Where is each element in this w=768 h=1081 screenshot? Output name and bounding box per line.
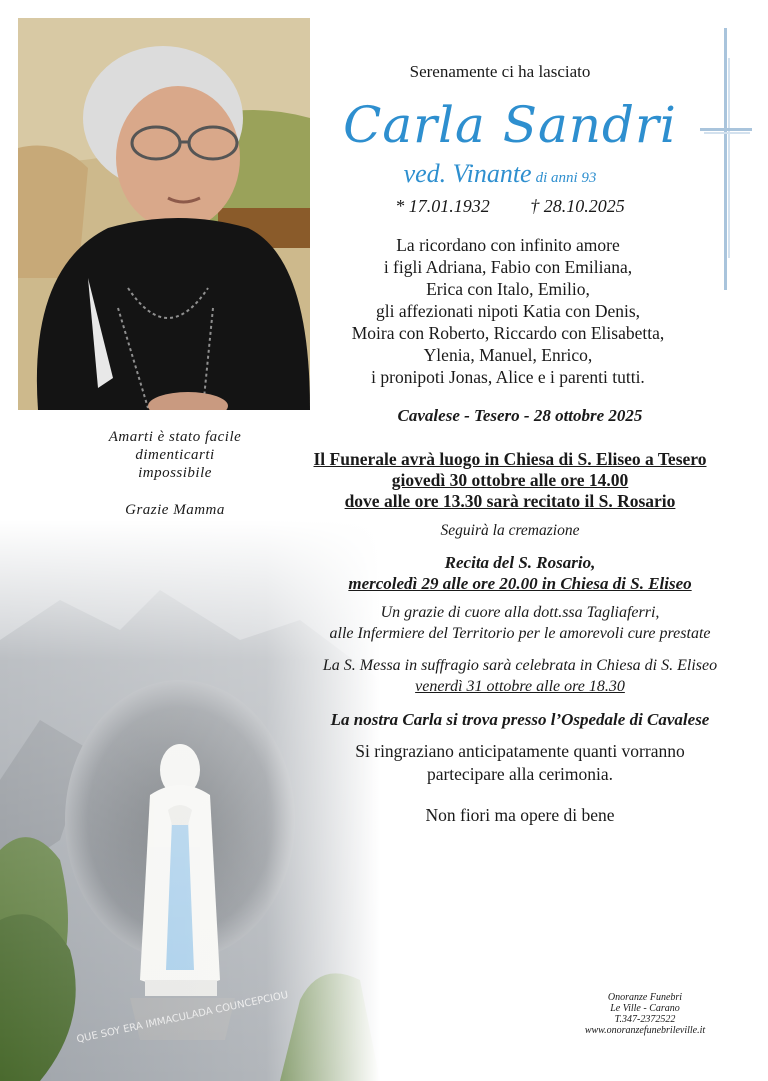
family-line: i pronipoti Jonas, Alice e i parenti tutti. bbox=[371, 367, 645, 387]
hospital-note: La nostra Carla si trova presso l’Ospedale di Cavalese bbox=[330, 710, 710, 729]
rosary-info bbox=[300, 552, 740, 594]
death-date: † 28.10.2025 bbox=[530, 196, 625, 216]
agency-line: Onoranze Funebri bbox=[607, 992, 683, 1003]
widow-of: ved. Vinante bbox=[403, 159, 532, 188]
no-flowers-note: Non fiori ma opere di bene bbox=[425, 805, 615, 825]
thanks-line: partecipare alla cerimonia. bbox=[426, 764, 614, 784]
family-line: Moira con Roberto, Riccardo con Elisabetta, bbox=[351, 323, 665, 343]
deceased-name: Carla Sandri bbox=[343, 96, 677, 154]
acknowledgement-line: Un grazie di cuore alla dott.ssa Tagliaferri, bbox=[380, 604, 660, 621]
funeral-line: dove alle ore 13.30 sarà recitato il S. Rosario bbox=[344, 491, 676, 511]
mass-info bbox=[290, 655, 750, 697]
acknowledgement-line: alle Infermiere del Territorio per le amorevoli cure prestate bbox=[329, 625, 711, 642]
thanks-note bbox=[290, 740, 750, 786]
widow-line bbox=[330, 159, 670, 189]
rosary-title: Recita del S. Rosario, bbox=[444, 553, 596, 572]
family-line: Ylenia, Manuel, Enrico, bbox=[423, 345, 593, 365]
cremation-note: Seguirà la cremazione bbox=[440, 522, 580, 539]
family-line: i figli Adriana, Fabio con Emiliana, bbox=[383, 257, 633, 277]
funeral-agency bbox=[540, 992, 750, 1036]
birth-date: * 17.01.1932 bbox=[395, 196, 490, 216]
agency-website[interactable]: www.onoranzefunebrileville.it bbox=[584, 1025, 706, 1036]
motto bbox=[40, 428, 310, 482]
motto-line: impossibile bbox=[138, 465, 212, 481]
family-line: La ricordano con infinito amore bbox=[396, 235, 620, 255]
family-line: gli affezionati nipoti Katia con Denis, bbox=[375, 301, 641, 321]
agency-line: Le Ville - Carano bbox=[610, 1003, 680, 1014]
funeral-info bbox=[280, 449, 740, 512]
intro-text: Serenamente ci ha lasciato bbox=[409, 62, 591, 81]
thanks-mom: Grazie Mamma bbox=[125, 502, 225, 518]
mass-time: venerdì 31 ottobre alle ore 18.30 bbox=[415, 678, 625, 695]
motto-line: Amarti è stato facile bbox=[108, 429, 242, 445]
funeral-line: giovedì 30 ottobre alle ore 14.00 bbox=[391, 470, 629, 490]
funeral-line: Il Funerale avrà luogo in Chiesa di S. Eliseo a Tesero bbox=[313, 449, 707, 469]
motto-line: dimenticarti bbox=[135, 447, 215, 463]
mass-line: La S. Messa in suffragio sarà celebrata in Chiesa di S. Eliseo bbox=[322, 657, 718, 674]
thanks-line: Si ringraziano anticipatamente quanti vorranno bbox=[355, 741, 685, 761]
family-line: Erica con Italo, Emilio, bbox=[426, 279, 590, 299]
family-list bbox=[318, 234, 698, 388]
age: di anni 93 bbox=[535, 170, 597, 186]
cross-icon bbox=[698, 28, 754, 295]
place-date: Cavalese - Tesero - 28 ottobre 2025 bbox=[397, 406, 643, 425]
agency-line: T.347-2372522 bbox=[614, 1014, 676, 1025]
rosary-time: mercoledì 29 alle ore 20.00 in Chiesa di S. Eliseo bbox=[348, 574, 692, 593]
portrait-photo bbox=[18, 18, 310, 410]
life-dates bbox=[350, 196, 670, 217]
acknowledgement bbox=[290, 602, 750, 644]
